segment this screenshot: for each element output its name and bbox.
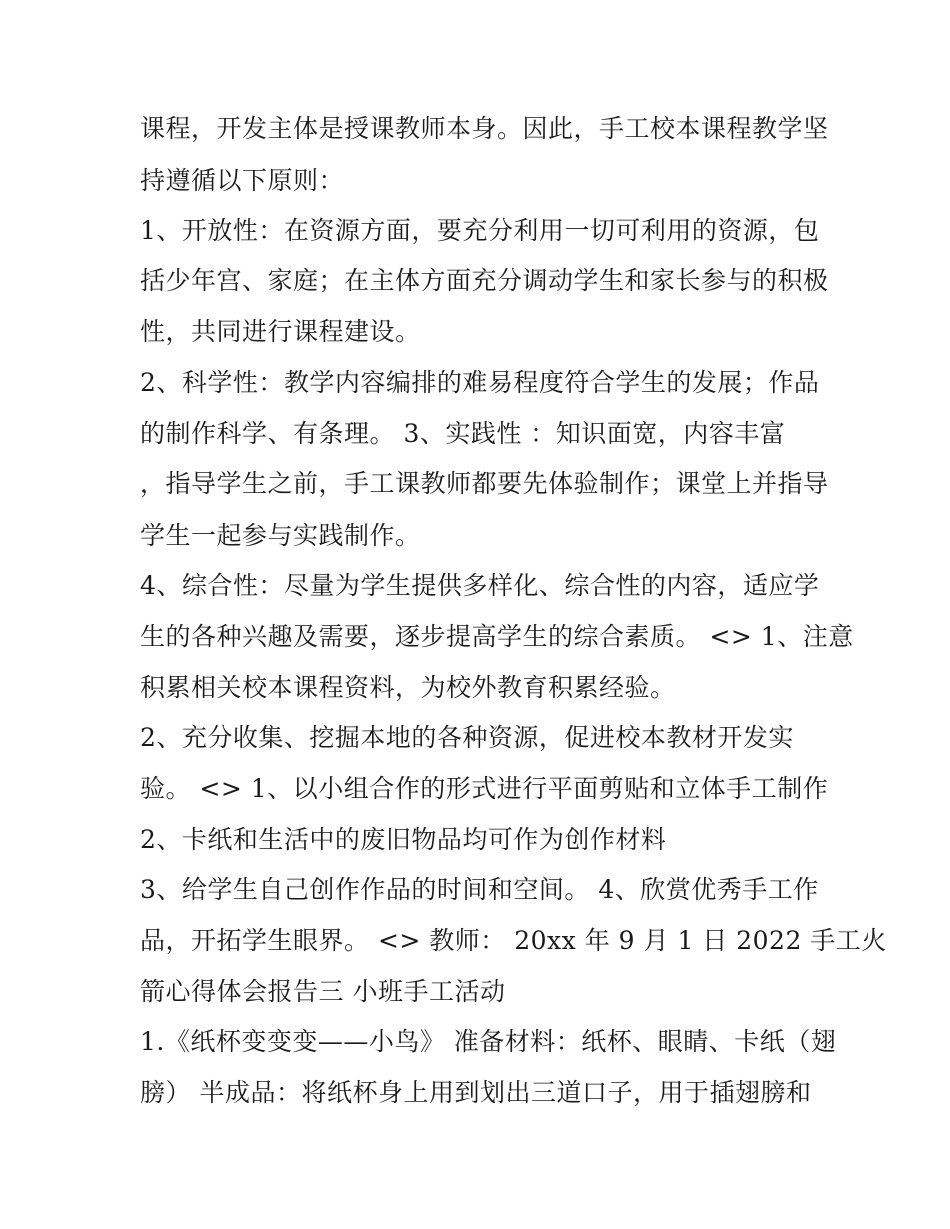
text-line: 2、充分收集、挖掘本地的各种资源，促进校本教材开发实 bbox=[140, 723, 794, 752]
text-line: 1、开放性：在资源方面，要充分利用一切可利用的资源，包 bbox=[140, 216, 820, 245]
text-line: 持遵循以下原则： bbox=[140, 166, 345, 195]
text-line: 括少年宫、家庭；在主体方面充分调动学生和家长参与的积极 bbox=[140, 266, 829, 295]
text-line: 的制作科学、有条理。 3、实践性 ：知识面宽，内容丰富 bbox=[140, 419, 786, 448]
text-line: 品，开拓学生眼界。 <> 教师： 20xx 年 9 月 1 日 2022 手工火 bbox=[140, 926, 887, 955]
text-line: 膀） 半成品：将纸杯身上用到划出三道口子，用于插翅膀和 bbox=[140, 1078, 812, 1107]
text-line: 性，共同进行课程建设。 bbox=[140, 317, 421, 346]
text-line: 2、卡纸和生活中的废旧物品均可作为创作材料 bbox=[140, 825, 667, 854]
text-line: 生的各种兴趣及需要，逐步提高学生的综合素质。 <> 1、注意 bbox=[140, 622, 854, 651]
text-line: 学生一起参与实践制作。 bbox=[140, 521, 421, 550]
text-line: 箭心得体会报告三 小班手工活动 bbox=[140, 977, 506, 1006]
text-line: 3、给学生自己创作作品的时间和空间。 4、欣赏优秀手工作 bbox=[140, 875, 819, 904]
text-line: 课程，开发主体是授课教师本身。因此，手工校本课程教学坚 bbox=[140, 114, 829, 143]
text-line: 1.《纸杯变变变——小鸟》 准备材料：纸杯、眼睛、卡纸（翅 bbox=[140, 1027, 837, 1056]
text-line: 积累相关校本课程资料，为校外教育积累经验。 bbox=[140, 673, 676, 702]
text-line: ，指导学生之前，手工课教师都要先体验制作；课堂上并指导 bbox=[140, 469, 829, 498]
text-line: 验。 <> 1、以小组合作的形式进行平面剪贴和立体手工制作 bbox=[140, 774, 829, 803]
text-line: 4、综合性：尽量为学生提供多样化、综合性的内容，适应学 bbox=[140, 571, 820, 600]
text-line: 2、科学性：教学内容编排的难易程度符合学生的发展；作品 bbox=[140, 368, 820, 397]
